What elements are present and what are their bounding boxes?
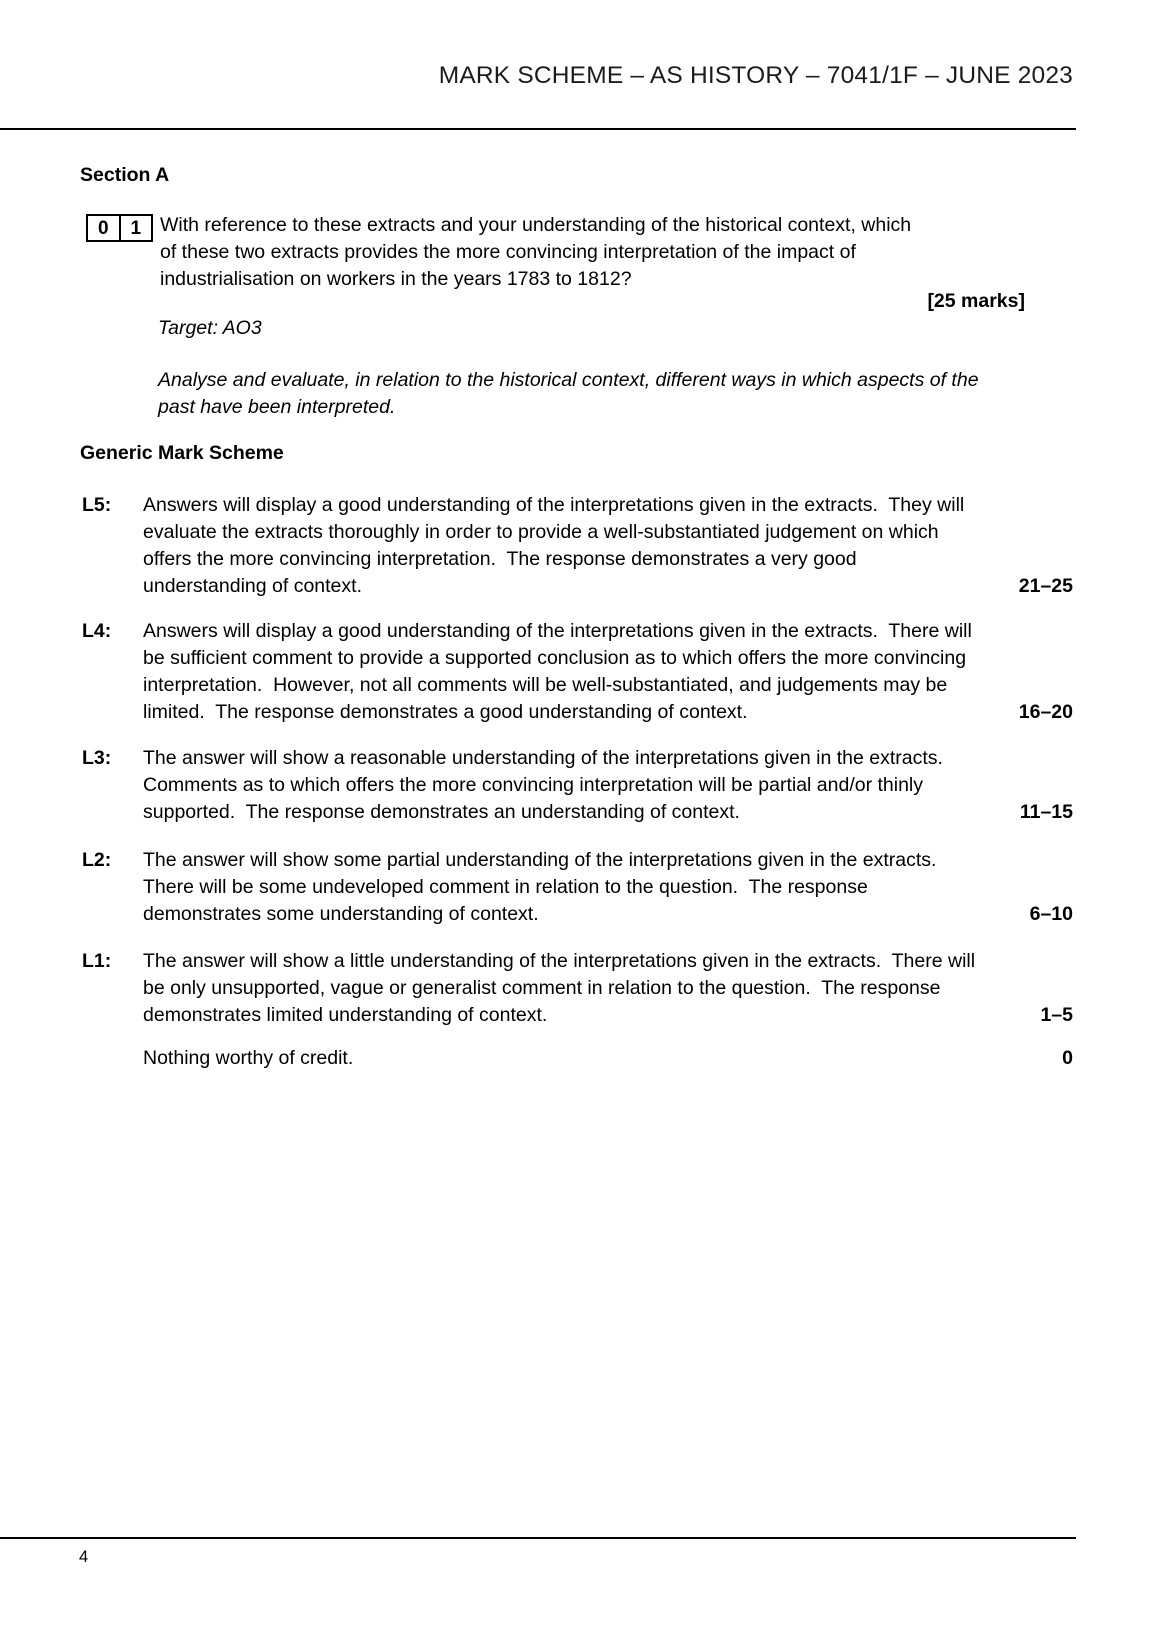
level-line: There will be some undeveloped comment in relation to the question. The response	[143, 876, 868, 898]
level-5-block	[80, 492, 1073, 600]
level-line: demonstrates limited understanding of context.	[143, 1004, 548, 1026]
level-mark-range: 16–20	[1018, 701, 1073, 723]
level-1-block	[80, 948, 1073, 1029]
question-text	[160, 212, 1073, 293]
level-mark-range: 6–10	[1029, 903, 1073, 925]
page-number: 4	[79, 1548, 89, 1566]
level-line: offers the more convincing interpretation. The response demonstrates a very good	[143, 548, 857, 570]
level-description	[143, 847, 1073, 928]
assessment-objective-text	[158, 367, 1151, 421]
objective-line: Analyse and evaluate, in relation to the historical context, different ways in which aspects of the	[158, 369, 979, 391]
target-objective: Target: AO3	[158, 317, 262, 339]
level-line: The answer will show some partial understanding of the interpretations given in the extracts.	[143, 849, 937, 871]
question-line: industrialisation on workers in the years 1783 to 1812?	[160, 268, 632, 290]
level-2-block	[80, 847, 1073, 928]
level-line: interpretation. However, not all comments will be well-substantiated, and judgements may be	[143, 674, 948, 696]
level-line: The answer will show a reasonable understanding of the interpretations given in the extracts.	[143, 747, 943, 769]
level-description	[143, 618, 1073, 726]
level-line: understanding of context.	[143, 575, 362, 597]
level-line: demonstrates some understanding of context.	[143, 903, 539, 925]
page-header: MARK SCHEME – AS HISTORY – 7041/1F – JUNE 2023	[438, 62, 1073, 89]
level-line: Answers will display a good understanding of the interpretations given in the extracts. They will	[143, 494, 965, 516]
level-description	[143, 948, 1073, 1029]
page-content	[80, 0, 1073, 1638]
level-line: be only unsupported, vague or generalist comment in relation to the question. The response	[143, 977, 941, 999]
objective-line: past have been interpreted.	[158, 396, 396, 418]
section-title: Section A	[80, 164, 170, 186]
no-credit-mark: 0	[1062, 1047, 1073, 1069]
question-number-box	[86, 214, 153, 242]
level-line: evaluate the extracts thoroughly in order to provide a well-substantiated judgement on which	[143, 521, 939, 543]
level-mark-range: 21–25	[1018, 575, 1073, 597]
level-mark-range: 11–15	[1019, 801, 1073, 823]
question-line: of these two extracts provides the more convincing interpretation of the impact of	[160, 241, 856, 263]
level-label: L5:	[82, 494, 112, 516]
level-3-block	[80, 745, 1073, 826]
level-line: be sufficient comment to provide a supported conclusion as to which offers the more convincing	[143, 647, 967, 669]
footer-rule	[0, 1537, 1076, 1539]
level-description	[143, 492, 1073, 600]
level-label: L2:	[82, 849, 112, 871]
level-mark-range: 1–5	[1040, 1004, 1073, 1026]
level-4-block	[80, 618, 1073, 726]
question-marks: [25 marks]	[927, 290, 1025, 312]
level-line: Answers will display a good understanding of the interpretations given in the extracts. There will	[143, 620, 972, 642]
question-digit-second: 1	[119, 216, 152, 240]
question-digit-first: 0	[97, 217, 109, 239]
no-credit-row	[143, 1045, 1073, 1072]
generic-mark-scheme-title: Generic Mark Scheme	[80, 442, 284, 464]
level-line: Comments as to which offers the more convincing interpretation will be partial and/or thinly	[143, 774, 924, 796]
no-credit-text: Nothing worthy of credit.	[143, 1047, 354, 1069]
question-line: With reference to these extracts and your understanding of the historical context, which	[160, 214, 912, 236]
question-block	[80, 212, 1073, 293]
level-description	[143, 745, 1073, 826]
level-line: supported. The response demonstrates an understanding of context.	[143, 801, 740, 823]
level-line: The answer will show a little understanding of the interpretations given in the extracts. There will	[143, 950, 976, 972]
level-line: limited. The response demonstrates a good understanding of context.	[143, 701, 748, 723]
level-label: L4:	[82, 620, 112, 642]
level-label: L1:	[82, 950, 112, 972]
level-label: L3:	[82, 747, 112, 769]
